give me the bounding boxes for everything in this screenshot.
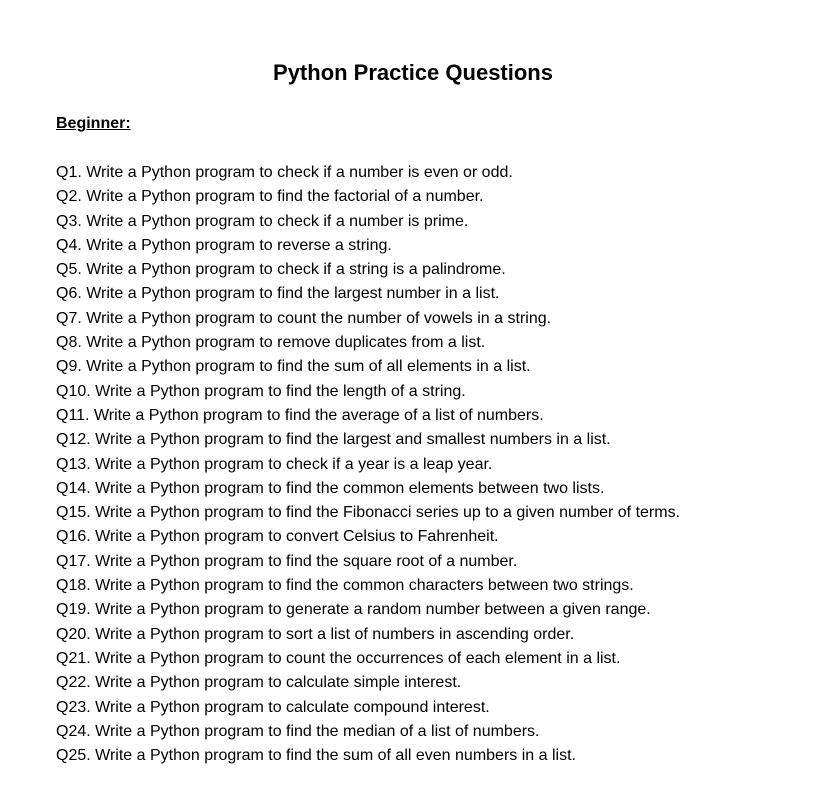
question-item: Q14. Write a Python program to find the common elements between two lists.: [56, 479, 605, 497]
question-item: Q19. Write a Python program to generate a random number between a given range.: [56, 601, 651, 619]
question-item: Q4. Write a Python program to reverse a string.: [56, 236, 392, 254]
question-item: Q9. Write a Python program to find the sum of all elements in a list.: [56, 358, 531, 376]
question-item: Q23. Write a Python program to calculate compound interest.: [56, 698, 490, 716]
question-item: Q10. Write a Python program to find the length of a string.: [56, 382, 466, 400]
question-item: Q18. Write a Python program to find the common characters between two strings.: [56, 577, 634, 595]
question-item: Q24. Write a Python program to find the median of a list of numbers.: [56, 722, 540, 740]
question-item: Q15. Write a Python program to find the Fibonacci series up to a given number of terms.: [56, 504, 681, 522]
question-item: Q1. Write a Python program to check if a number is even or odd.: [56, 164, 513, 181]
question-item: Q25. Write a Python program to find the sum of all even numbers in a list.: [56, 747, 576, 765]
question-item: Q7. Write a Python program to count the number of vowels in a string.: [56, 309, 552, 327]
question-item: Q13. Write a Python program to check if a year is a leap year.: [56, 455, 493, 473]
question-item: Q8. Write a Python program to remove duplicates from a list.: [56, 334, 486, 352]
question-item: Q21. Write a Python program to count the occurrences of each element in a list.: [56, 649, 621, 667]
question-item: Q17. Write a Python program to find the square root of a number.: [56, 552, 518, 570]
question-item: Q2. Write a Python program to find the factorial of a number.: [56, 188, 484, 206]
question-item: Q12. Write a Python program to find the largest and smallest numbers in a list.: [56, 431, 611, 449]
question-item: Q20. Write a Python program to sort a list of numbers in ascending order.: [56, 625, 575, 643]
question-item: Q16. Write a Python program to convert Celsius to Fahrenheit.: [56, 528, 499, 546]
question-item: Q3. Write a Python program to check if a number is prime.: [56, 212, 469, 230]
question-item: Q5. Write a Python program to check if a string is a palindrome.: [56, 261, 506, 279]
section-heading-beginner: Beginner:: [56, 115, 131, 132]
question-item: Q22. Write a Python program to calculate simple interest.: [56, 674, 462, 692]
question-item: Q11. Write a Python program to find the average of a list of numbers.: [56, 406, 544, 424]
question-item: Q6. Write a Python program to find the largest number in a list.: [56, 285, 500, 303]
question-list: [56, 161, 756, 768]
document-title: Python Practice Questions: [273, 60, 553, 85]
